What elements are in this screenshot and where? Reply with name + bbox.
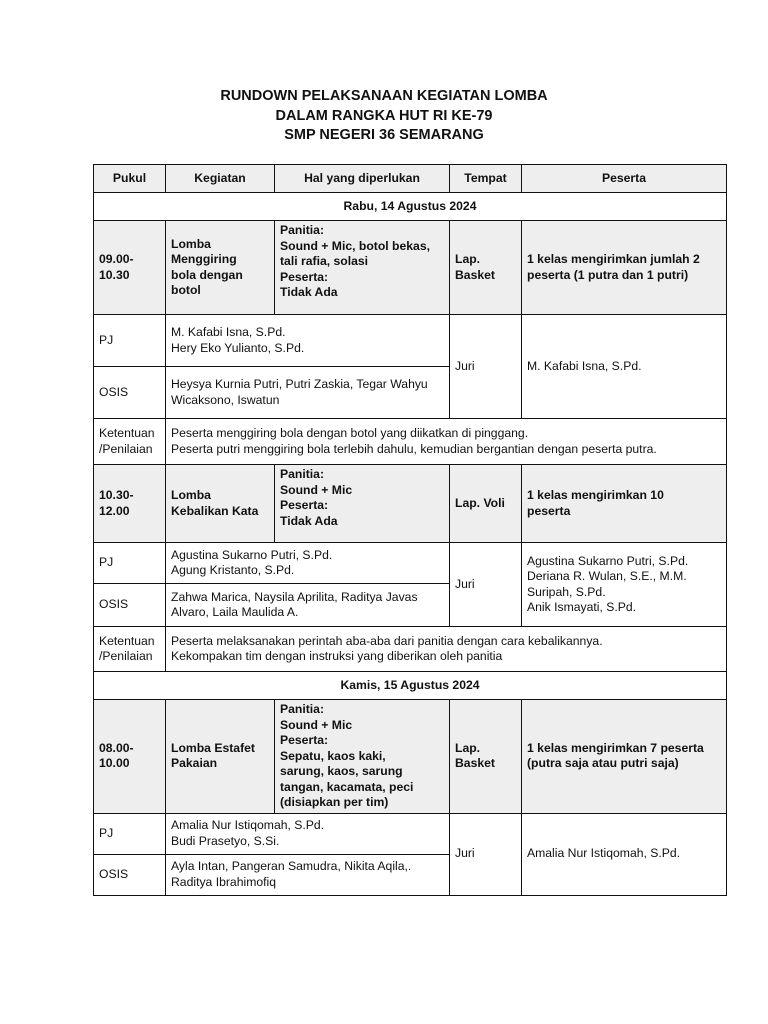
date-label: Rabu, 14 Agustus 2024 <box>94 193 727 221</box>
event-participants: 1 kelas mengirimkan 10 peserta <box>522 465 727 543</box>
pj-row <box>94 315 727 367</box>
header-tempat: Tempat <box>450 165 522 193</box>
title-line-1: RUNDOWN PELAKSANAAN KEGIATAN LOMBA <box>220 88 548 104</box>
osis-names: Ayla Intan, Pangeran Samudra, Nikita Aqila,. Raditya Ibrahimofiq <box>166 854 450 895</box>
date-label: Kamis, 15 Agustus 2024 <box>94 672 727 700</box>
juri-names: Amalia Nur Istiqomah, S.Pd. <box>522 813 727 895</box>
pj-names: Agustina Sukarno Putri, S.Pd. Agung Kristanto, S.Pd. <box>166 543 450 584</box>
title-line-2: DALAM RANGKA HUT RI KE-79 <box>275 107 493 124</box>
event-row <box>94 221 727 315</box>
event-requirements: Panitia: Sound + Mic Peserta: Tidak Ada <box>275 465 450 543</box>
event-name: Lomba Estafet Pakaian <box>166 700 275 814</box>
pj-names: Amalia Nur Istiqomah, S.Pd. Budi Prasetyo, S.Si. <box>166 813 450 854</box>
event-requirements: Panitia: Sound + Mic, botol bekas, tali rafia, solasi Peserta: Tidak Ada <box>275 221 450 315</box>
header-kegiatan: Kegiatan <box>166 165 275 193</box>
juri-names: Agustina Sukarno Putri, S.Pd. Deriana R. Wulan, S.E., M.M. Suripah, S.Pd. Anik Ismayati, S.Pd. <box>522 543 727 627</box>
event-participants: 1 kelas mengirimkan jumlah 2 peserta (1 putra dan 1 putri) <box>522 221 727 315</box>
event-place: Lap. Basket <box>450 221 522 315</box>
juri-label: Juri <box>450 543 522 627</box>
pj-label: PJ <box>94 543 166 584</box>
juri-label: Juri <box>450 315 522 419</box>
osis-label: OSIS <box>94 854 166 895</box>
event-time: 08.00- 10.00 <box>94 700 166 814</box>
ketentuan-label: Ketentuan /Penilaian <box>94 627 166 672</box>
event-time: 10.30- 12.00 <box>94 465 166 543</box>
juri-label: Juri <box>450 813 522 895</box>
rundown-table <box>93 164 727 896</box>
osis-label: OSIS <box>94 367 166 419</box>
event-name: Lomba Kebalikan Kata <box>166 465 275 543</box>
osis-names: Zahwa Marica, Naysila Aprilita, Raditya Javas Alvaro, Laila Maulida A. <box>166 584 450 627</box>
header-pukul: Pukul <box>94 165 166 193</box>
ketentuan-label: Ketentuan /Penilaian <box>94 419 166 465</box>
event-row <box>94 700 727 814</box>
pj-label: PJ <box>94 315 166 367</box>
event-name: Lomba Menggiring bola dengan botol <box>166 221 275 315</box>
title-line-3: SMP NEGERI 36 SEMARANG <box>284 127 484 143</box>
date-row <box>94 193 727 221</box>
date-row <box>94 672 727 700</box>
event-place: Lap. Basket <box>450 700 522 814</box>
pj-row <box>94 813 727 854</box>
event-requirements: Panitia: Sound + Mic Peserta: Sepatu, kaos kaki, sarung, kaos, sarung tangan, kacamata, peci (disiapkan per tim) <box>275 700 450 814</box>
ketentuan-text: Peserta menggiring bola dengan botol yang diikatkan di pinggang. Peserta putri menggiring bola terlebih dahulu, kemudian bergantian dengan peserta putra. <box>166 419 727 465</box>
ketentuan-row <box>94 419 727 465</box>
document-title <box>0 87 768 146</box>
pj-names: M. Kafabi Isna, S.Pd. Hery Eko Yulianto, S.Pd. <box>166 315 450 367</box>
juri-names: M. Kafabi Isna, S.Pd. <box>522 315 727 419</box>
event-time: 09.00- 10.30 <box>94 221 166 315</box>
pj-row <box>94 543 727 584</box>
header-peserta: Peserta <box>522 165 727 193</box>
event-participants: 1 kelas mengirimkan 7 peserta (putra saja atau putri saja) <box>522 700 727 814</box>
ketentuan-row <box>94 627 727 672</box>
pj-label: PJ <box>94 813 166 854</box>
header-row <box>94 165 727 193</box>
event-place: Lap. Voli <box>450 465 522 543</box>
osis-names: Heysya Kurnia Putri, Putri Zaskia, Tegar Wahyu Wicaksono, Iswatun <box>166 367 450 419</box>
event-row <box>94 465 727 543</box>
ketentuan-text: Peserta melaksanakan perintah aba-aba dari panitia dengan cara kebalikannya. Kekompakan tim dengan instruksi yang diberikan oleh panitia <box>166 627 727 672</box>
header-hal: Hal yang diperlukan <box>275 165 450 193</box>
osis-label: OSIS <box>94 584 166 627</box>
